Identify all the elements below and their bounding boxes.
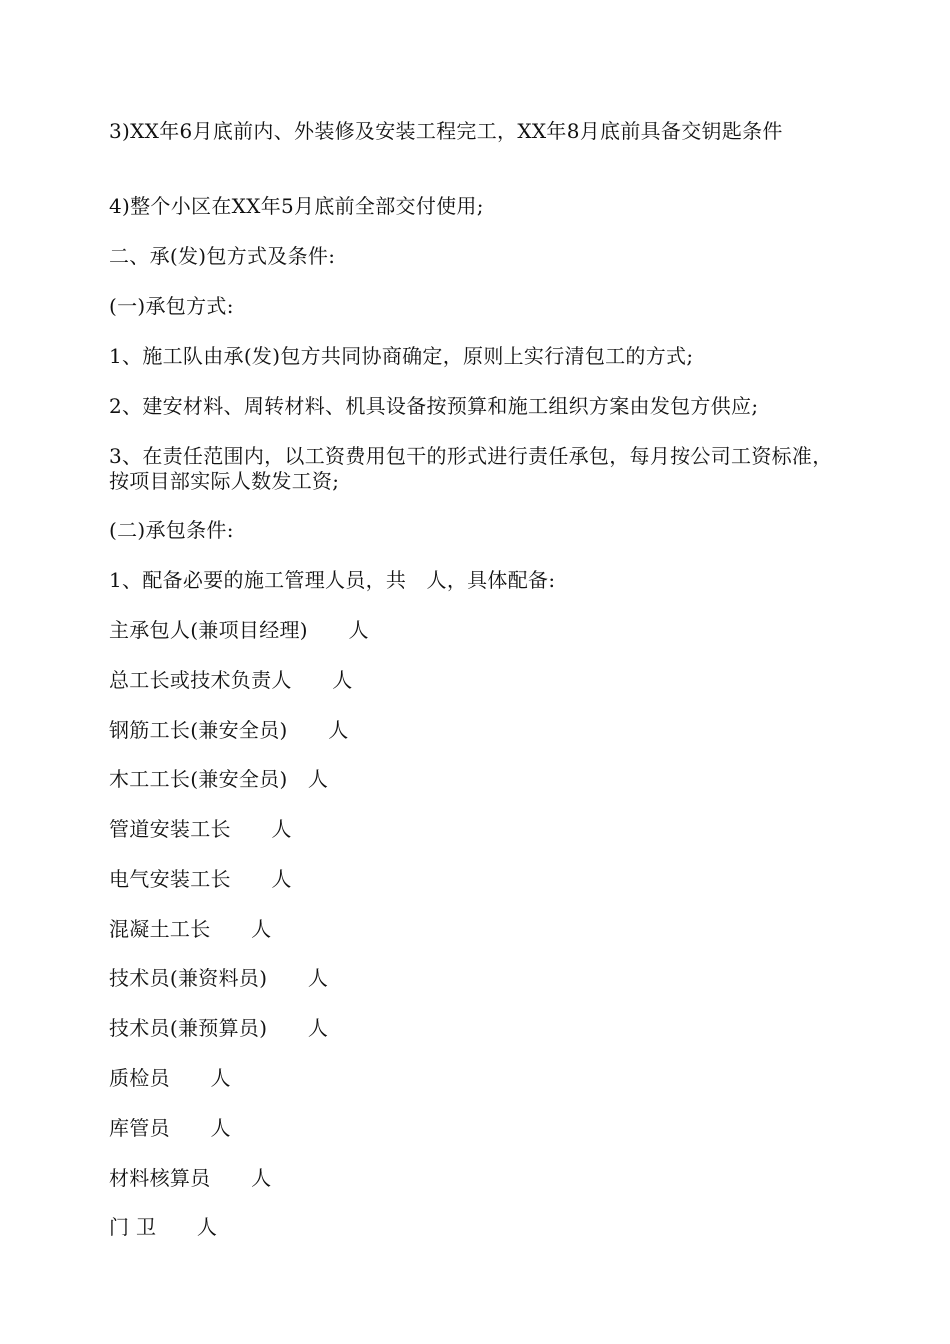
paragraph-item-3: 3、在责任范围内，以工资费用包干的形式进行责任承包，每月按公司工资标准，按项目部实际人数发工资; xyxy=(109,444,833,493)
staff-line-warehouse: 库管员 人 xyxy=(109,1116,231,1140)
paragraph-delivery-deadline: 4)整个小区在XX年5月底前全部交付使用; xyxy=(109,194,484,218)
paragraph-item-1: 1、施工队由承(发)包方共同协商确定，原则上实行清包工的方式; xyxy=(109,344,694,368)
staff-line-gatekeeper: 门 卫 人 xyxy=(109,1215,218,1239)
subsection-heading-method: (一)承包方式: xyxy=(109,294,234,318)
staff-line-rebar-foreman: 钢筋工长(兼安全员) 人 xyxy=(109,718,349,742)
paragraph-item-2: 2、建安材料、周转材料、机具设备按预算和施工组织方案由发包方供应; xyxy=(109,394,759,418)
paragraph-completion-deadline: 3)XX年6月底前内、外装修及安装工程完工，XX年8月底前具备交钥匙条件 xyxy=(109,119,783,143)
paragraph-staffing: 1、配备必要的施工管理人员，共 人，具体配备: xyxy=(109,568,556,592)
staff-line-carpentry-foreman: 木工工长(兼安全员) 人 xyxy=(109,767,329,791)
staff-line-inspector: 质检员 人 xyxy=(109,1066,231,1090)
subsection-heading-conditions: (二)承包条件: xyxy=(109,518,234,542)
staff-line-technician-budget: 技术员(兼预算员) 人 xyxy=(109,1016,329,1040)
staff-line-technician-docs: 技术员(兼资料员) 人 xyxy=(109,966,329,990)
staff-line-concrete-foreman: 混凝土工长 人 xyxy=(109,917,272,941)
staff-line-project-manager: 主承包人(兼项目经理) 人 xyxy=(109,618,369,642)
staff-line-electrical-foreman: 电气安装工长 人 xyxy=(109,867,292,891)
staff-line-pipe-foreman: 管道安装工长 人 xyxy=(109,817,292,841)
staff-line-material-accountant: 材料核算员 人 xyxy=(109,1166,272,1190)
staff-line-chief-foreman: 总工长或技术负责人 人 xyxy=(109,668,353,692)
section-heading-contracting: 二、承(发)包方式及条件: xyxy=(109,244,336,268)
